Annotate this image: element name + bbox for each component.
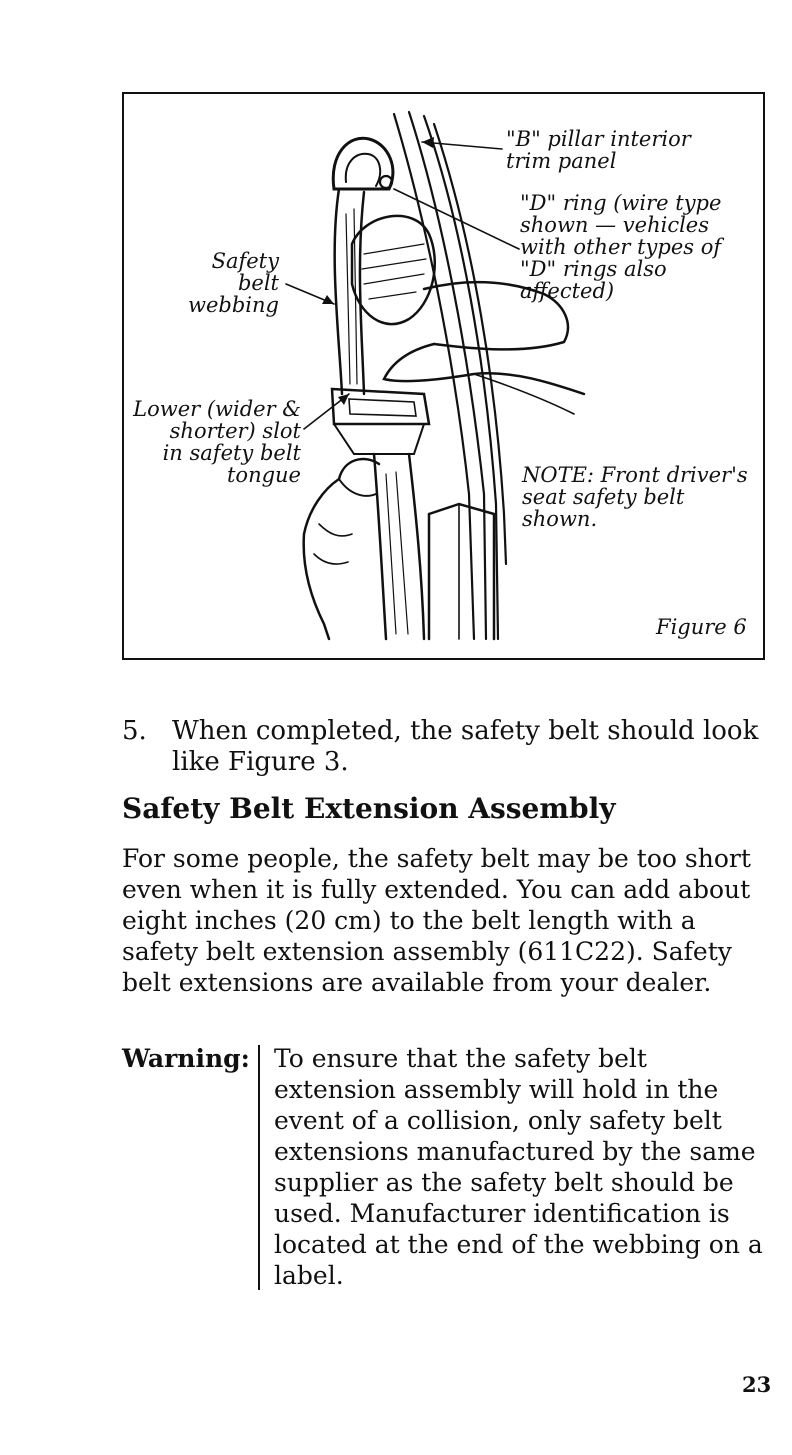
warning-label: Warning:	[122, 1044, 250, 1073]
warning-divider	[258, 1045, 260, 1290]
step-number: 5.	[122, 716, 147, 746]
step-text: When completed, the safety belt should look like Figure 3.	[172, 716, 759, 777]
webbing-label: Safety belt webbing	[188, 249, 279, 317]
section-heading: Safety Belt Extension Assembly	[122, 792, 616, 825]
note-label: NOTE: Front driver's seat safety belt shown.	[522, 463, 748, 531]
b-pillar-label: "B" pillar interior trim panel	[506, 127, 691, 173]
warning-text: To ensure that the safety belt extension assembly will hold in the event of a collision, only safety belt extensions manufactured by the same supplier as the safety belt should be used. Manufacturer identification is located at the end of the webbing on a label.	[274, 1044, 763, 1290]
figure-6	[122, 92, 765, 660]
safety-belt-illustration	[124, 94, 765, 660]
section-paragraph: For some people, the safety belt may be too short even when it is fully extended. You can add about eight inches (20 cm) to the belt length with a safety belt extension assembly (611C22). Safety belt extensions are available from your dealer.	[122, 844, 751, 997]
figure-caption: Figure 6	[656, 615, 747, 639]
page-number: 23	[742, 1372, 772, 1397]
lower-slot-label: Lower (wider & shorter) slot in safety belt tongue	[133, 397, 301, 487]
d-ring-label: "D" ring (wire type shown — vehicles with other types of "D" rings also affected)	[520, 191, 722, 303]
